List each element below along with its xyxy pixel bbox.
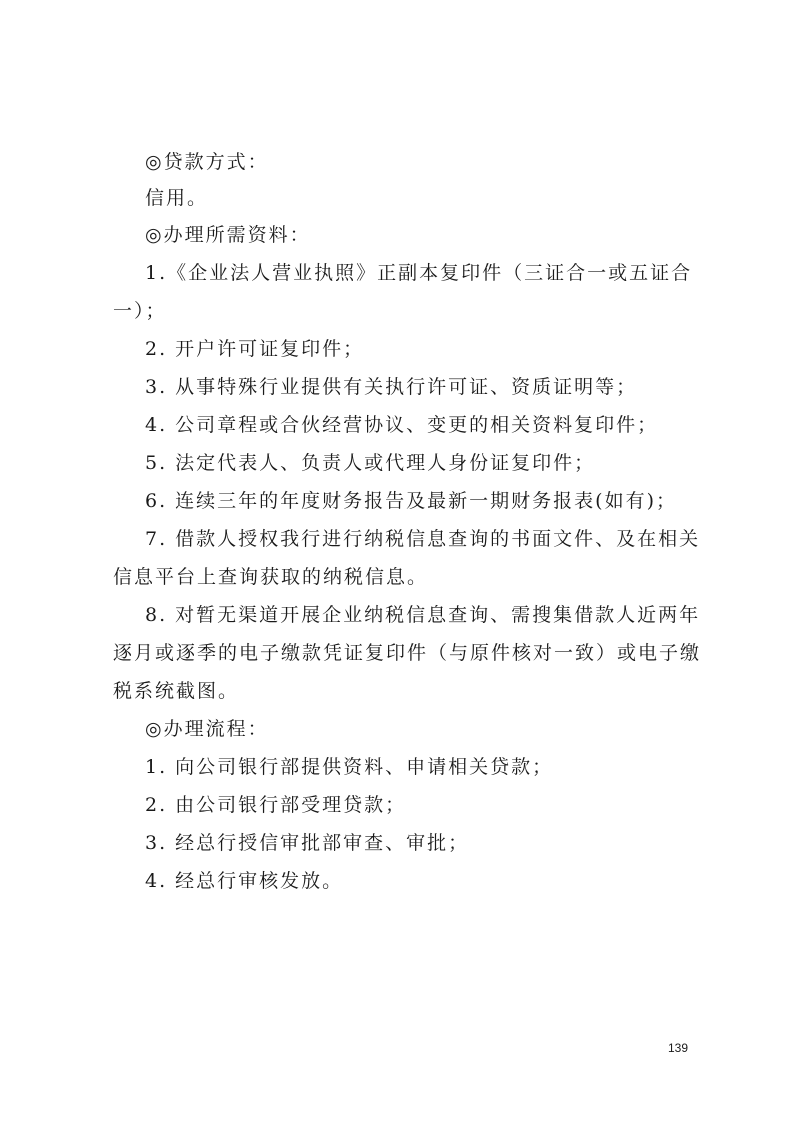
materials-item-2: 2. 开户许可证复印件； <box>145 338 365 360</box>
materials-item-7-line-1: 7. 借款人授权我行进行纳税信息查询的书面文件、及在相关 <box>145 528 701 550</box>
loan-method-heading: ◎贷款方式： <box>145 151 269 173</box>
process-item-1: 1. 向公司银行部提供资料、申请相关贷款； <box>145 756 554 778</box>
loan-method-body: 信用。 <box>145 187 209 209</box>
process-item-4: 4. 经总行审核发放。 <box>145 870 344 892</box>
materials-item-5: 5. 法定代表人、负责人或代理人身份证复印件； <box>145 452 596 474</box>
materials-item-6: 6. 连续三年的年度财务报告及最新一期财务报表(如有)； <box>145 490 677 512</box>
process-item-2: 2. 由公司银行部受理贷款； <box>145 794 407 816</box>
materials-item-1-line-2: 一）； <box>113 300 167 322</box>
process-heading: ◎办理流程： <box>145 718 269 740</box>
materials-item-8-line-2: 逐月或逐季的电子缴款凭证复印件（与原件核对一致）或电子缴 <box>113 642 702 664</box>
materials-item-1-line-1: 1.《企业法人营业执照》正副本复印件（三证合一或五证合 <box>145 262 693 284</box>
materials-item-7-line-2: 信息平台上查询获取的纳税信息。 <box>113 566 429 588</box>
materials-item-3: 3. 从事特殊行业提供有关执行许可证、资质证明等； <box>145 376 638 398</box>
materials-item-8-line-1: 8. 对暂无渠道开展企业纳税信息查询、需搜集借款人近两年 <box>145 604 701 626</box>
materials-item-4: 4. 公司章程或合伙经营协议、变更的相关资料复印件； <box>145 414 659 436</box>
materials-item-8-line-3: 税系统截图。 <box>113 680 240 702</box>
page-number: 139 <box>668 1041 689 1055</box>
materials-heading: ◎办理所需资料： <box>145 224 311 246</box>
process-item-3: 3. 经总行授信审批部审查、审批； <box>145 832 470 854</box>
